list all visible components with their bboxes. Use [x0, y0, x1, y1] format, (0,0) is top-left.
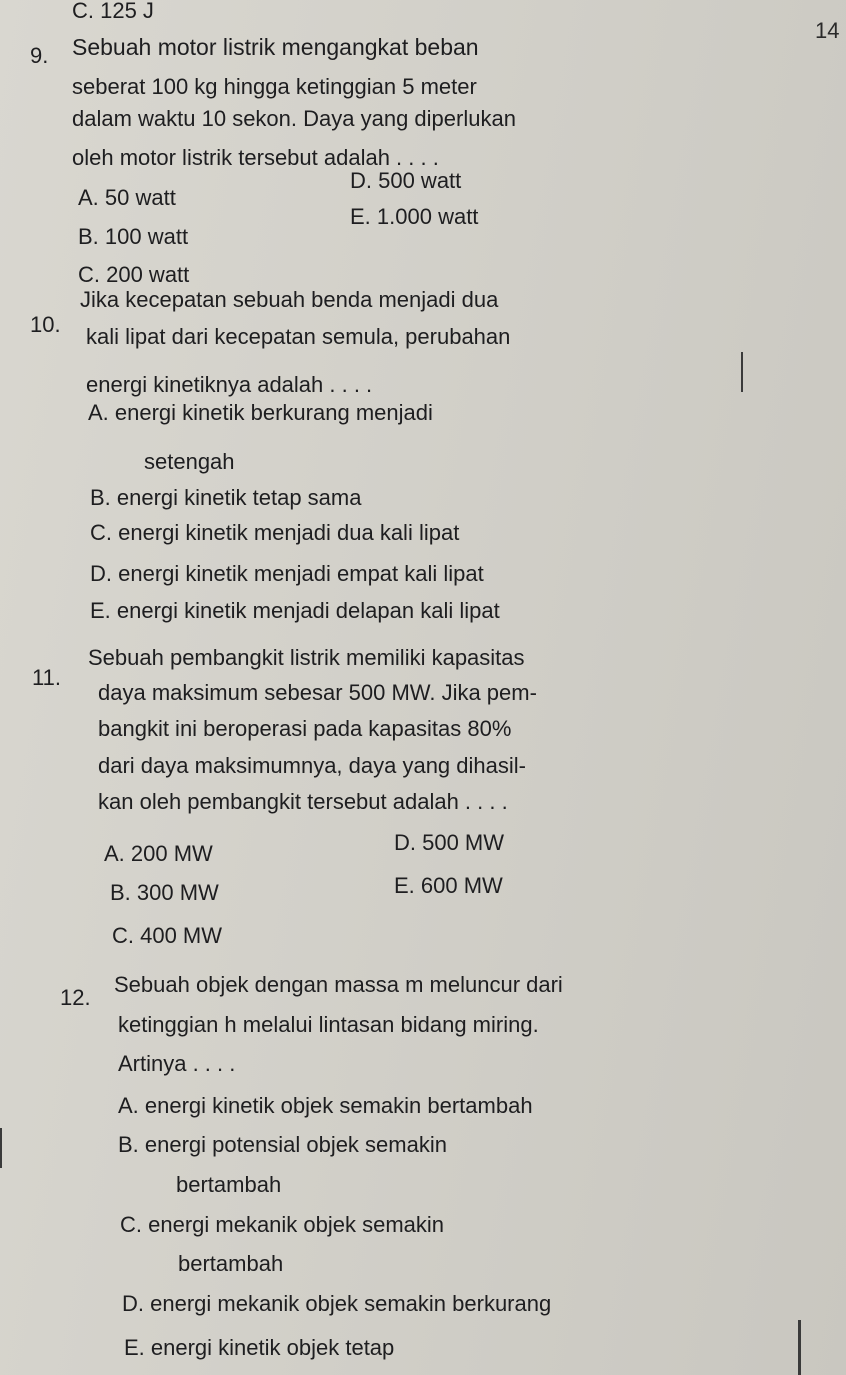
- question-text-line: dalam waktu 10 sekon. Daya yang diperlukan: [72, 106, 516, 131]
- question-text-line: seberat 100 kg hingga ketinggian 5 meter: [72, 74, 477, 99]
- option-c[interactable]: C. 200 watt: [78, 262, 190, 287]
- option-e[interactable]: E. 1.000 watt: [350, 204, 479, 229]
- option-d[interactable]: D. 500 MW: [394, 830, 505, 855]
- option-b[interactable]: B. 300 MW: [110, 880, 219, 905]
- option-d[interactable]: D. 500 watt: [350, 168, 462, 193]
- option-a[interactable]: A. energi kinetik berkurang menjadi: [88, 400, 433, 425]
- option-b[interactable]: B. 100 watt: [78, 224, 189, 249]
- question-text-line: Sebuah objek dengan massa m meluncur dari: [114, 972, 563, 997]
- pen-mark: [741, 352, 743, 392]
- question-text-line: ketinggian h melalui lintasan bidang miring.: [118, 1012, 539, 1037]
- option-a[interactable]: A. 200 MW: [104, 841, 213, 866]
- question-text-line: kali lipat dari kecepatan semula, perubahan: [86, 324, 511, 349]
- question-text-line: energi kinetiknya adalah . . . .: [86, 372, 373, 397]
- question-text-line: Artinya . . . .: [118, 1051, 236, 1076]
- option-a[interactable]: A. energi kinetik objek semakin bertambah: [118, 1093, 533, 1118]
- option-a[interactable]: A. 50 watt: [78, 185, 176, 210]
- question-text-line: dari daya maksimumnya, daya yang dihasil-: [98, 753, 526, 778]
- question-number: 10.: [30, 312, 61, 337]
- question-text-line: daya maksimum sebesar 500 MW. Jika pem-: [98, 680, 537, 705]
- pen-mark: [798, 1320, 801, 1375]
- option-e[interactable]: E. 600 MW: [394, 873, 503, 898]
- option-e[interactable]: E. energi kinetik menjadi delapan kali lipat: [90, 598, 500, 623]
- option-b[interactable]: B. energi kinetik tetap sama: [90, 485, 362, 510]
- option-a-continued: setengah: [144, 449, 235, 474]
- option-c[interactable]: C. 400 MW: [112, 923, 223, 948]
- question-text-line: kan oleh pembangkit tersebut adalah . . . .: [98, 789, 508, 814]
- option-c[interactable]: C. energi kinetik menjadi dua kali lipat: [90, 520, 460, 545]
- question-number: 12.: [60, 985, 91, 1010]
- page-number: 14: [815, 18, 840, 43]
- question-text-line: Sebuah pembangkit listrik memiliki kapasitas: [88, 645, 525, 670]
- question-text-line: Jika kecepatan sebuah benda menjadi dua: [80, 287, 499, 312]
- option-c-continued: bertambah: [178, 1251, 284, 1276]
- option-e[interactable]: E. energi kinetik objek tetap: [124, 1335, 395, 1360]
- option-b[interactable]: B. energi potensial objek semakin: [118, 1132, 447, 1157]
- pen-mark: [0, 1128, 2, 1168]
- option-c[interactable]: C. energi mekanik objek semakin: [120, 1212, 445, 1237]
- question-number: 11.: [32, 665, 61, 690]
- question-text-line: oleh motor listrik tersebut adalah . . . .: [72, 145, 439, 170]
- option-b-continued: bertambah: [176, 1172, 282, 1197]
- question-text-line: Sebuah motor listrik mengangkat beban: [72, 34, 479, 60]
- previous-question-option-c: C. 125 J: [72, 0, 154, 23]
- option-d[interactable]: D. energi kinetik menjadi empat kali lipat: [90, 561, 484, 586]
- question-number: 9.: [30, 43, 49, 68]
- question-text-line: bangkit ini beroperasi pada kapasitas 80%: [98, 716, 512, 741]
- option-d[interactable]: D. energi mekanik objek semakin berkurang: [122, 1291, 552, 1316]
